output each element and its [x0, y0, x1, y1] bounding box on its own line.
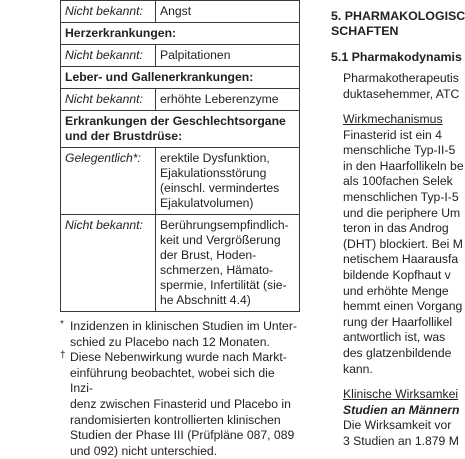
mechanism-line: teron in das Androg — [343, 221, 449, 236]
section-row — [61, 111, 300, 148]
footnote-line: Studien der Phase III (Prüfpläne 087, 089 — [70, 428, 295, 443]
footnote-line: Inzidenzen in klinischen Studien im Unter- — [70, 319, 297, 333]
footnote-line: einführung beobachtet, wobei sich die Inzi- — [70, 365, 275, 396]
footnotes — [60, 319, 300, 459]
footnote-line: randomisierten kontrollierten klinischen — [70, 412, 281, 427]
mechanism-line: in den Haarfollikeln be — [343, 158, 464, 173]
mechanism-line: kann. — [343, 361, 373, 376]
mechanism-line: bildende Kopfhaut v — [343, 268, 451, 282]
section-heading: Erkrankungen der Geschlechtsorgane und der Brustdrüse: — [61, 111, 300, 148]
mechanism-line: menschliche Typ-II-5 — [343, 143, 456, 158]
study-heading: Studien an Männern — [343, 402, 460, 417]
footnote-marker: * — [60, 319, 64, 330]
footnote-line: schied zu Placebo nach 12 Monaten. — [70, 334, 270, 349]
footnote-line: denz zwischen Finasterid und Placebo in — [70, 396, 291, 411]
section-5-1-heading: 5.1 Pharmakodynamis — [331, 50, 462, 64]
frequency-label: Nicht bekannt: — [61, 1, 156, 23]
mechanism-line: menschlichen Typ-I-5 — [343, 190, 459, 204]
mechanism-line: des glatzenbildende — [343, 346, 452, 360]
mechanism-heading: Wirkmechanismus — [343, 112, 443, 126]
frequency-row — [61, 89, 300, 111]
frequency-label: Nicht bekannt: — [61, 89, 156, 111]
frequency-row — [61, 1, 300, 23]
clinical-efficacy-heading: Klinische Wirksamkei — [343, 387, 459, 402]
section-heading: Leber- und Gallenerkrankungen: — [61, 67, 300, 89]
mechanism-line: Finasterid ist ein 4 — [343, 127, 442, 142]
mechanism-line: hemmt einen Vorgang — [343, 299, 463, 314]
intro-line: Pharmakotherapeutis — [343, 71, 459, 85]
mechanism-line: und die periphere Um — [343, 205, 461, 220]
adverse-effect-text: Palpitationen — [156, 45, 300, 67]
mechanism-line: und erhöhte Menge — [343, 283, 449, 298]
mechanism-line: antwortlich ist, was — [343, 330, 446, 345]
adverse-effect-text: erektile Dysfunktion, Ejakulationsstörung (einschl. vermindertes Ejakulatvolumen) — [156, 148, 300, 215]
adverse-effect-text: erhöhte Leberenzyme — [156, 89, 300, 111]
mechanism-line: als 100fachen Selek — [343, 174, 453, 189]
adverse-effects-table — [60, 0, 300, 312]
footnote — [60, 319, 300, 350]
frequency-label: Gelegentlich*: — [61, 148, 156, 215]
frequency-row — [61, 215, 300, 312]
section-row — [61, 23, 300, 45]
frequency-label: Nicht bekannt: — [61, 45, 156, 67]
section-heading: Herzerkrankungen: — [61, 23, 300, 45]
mechanism-line: rung der Haarfollikel — [343, 314, 453, 329]
section-row — [61, 67, 300, 89]
adverse-effect-text: Angst — [156, 1, 300, 23]
frequency-label: Nicht bekannt: — [61, 215, 156, 312]
footnote — [60, 350, 300, 459]
mechanism-line: netischem Haarausfa — [343, 252, 459, 267]
frequency-row — [61, 45, 300, 67]
frequency-row — [61, 148, 300, 215]
study-line: 3 Studien an 1.879 M — [343, 434, 459, 448]
intro-line: duktasehemmer, ATC — [343, 86, 460, 101]
section-5-heading: 5. PHARMAKOLOGISC SCHAFTEN — [331, 9, 465, 38]
footnote-line: Diese Nebenwirkung wurde nach Markt- — [70, 350, 287, 365]
footnote-marker: † — [60, 350, 66, 362]
left-column — [60, 0, 300, 459]
adverse-effect-text: Berührungsempfindlich- keit und Vergrößerung der Brust, Hoden- schmerzen, Hämato- spermie, Infertilität (sie- he Abschnitt 4.4) — [156, 215, 300, 312]
mechanism-line: (DHT) blockiert. Bei M — [343, 236, 463, 251]
footnote-line: und 092) nicht unterschied. — [70, 443, 218, 458]
study-line: Die Wirksamkeit vor — [343, 418, 452, 433]
